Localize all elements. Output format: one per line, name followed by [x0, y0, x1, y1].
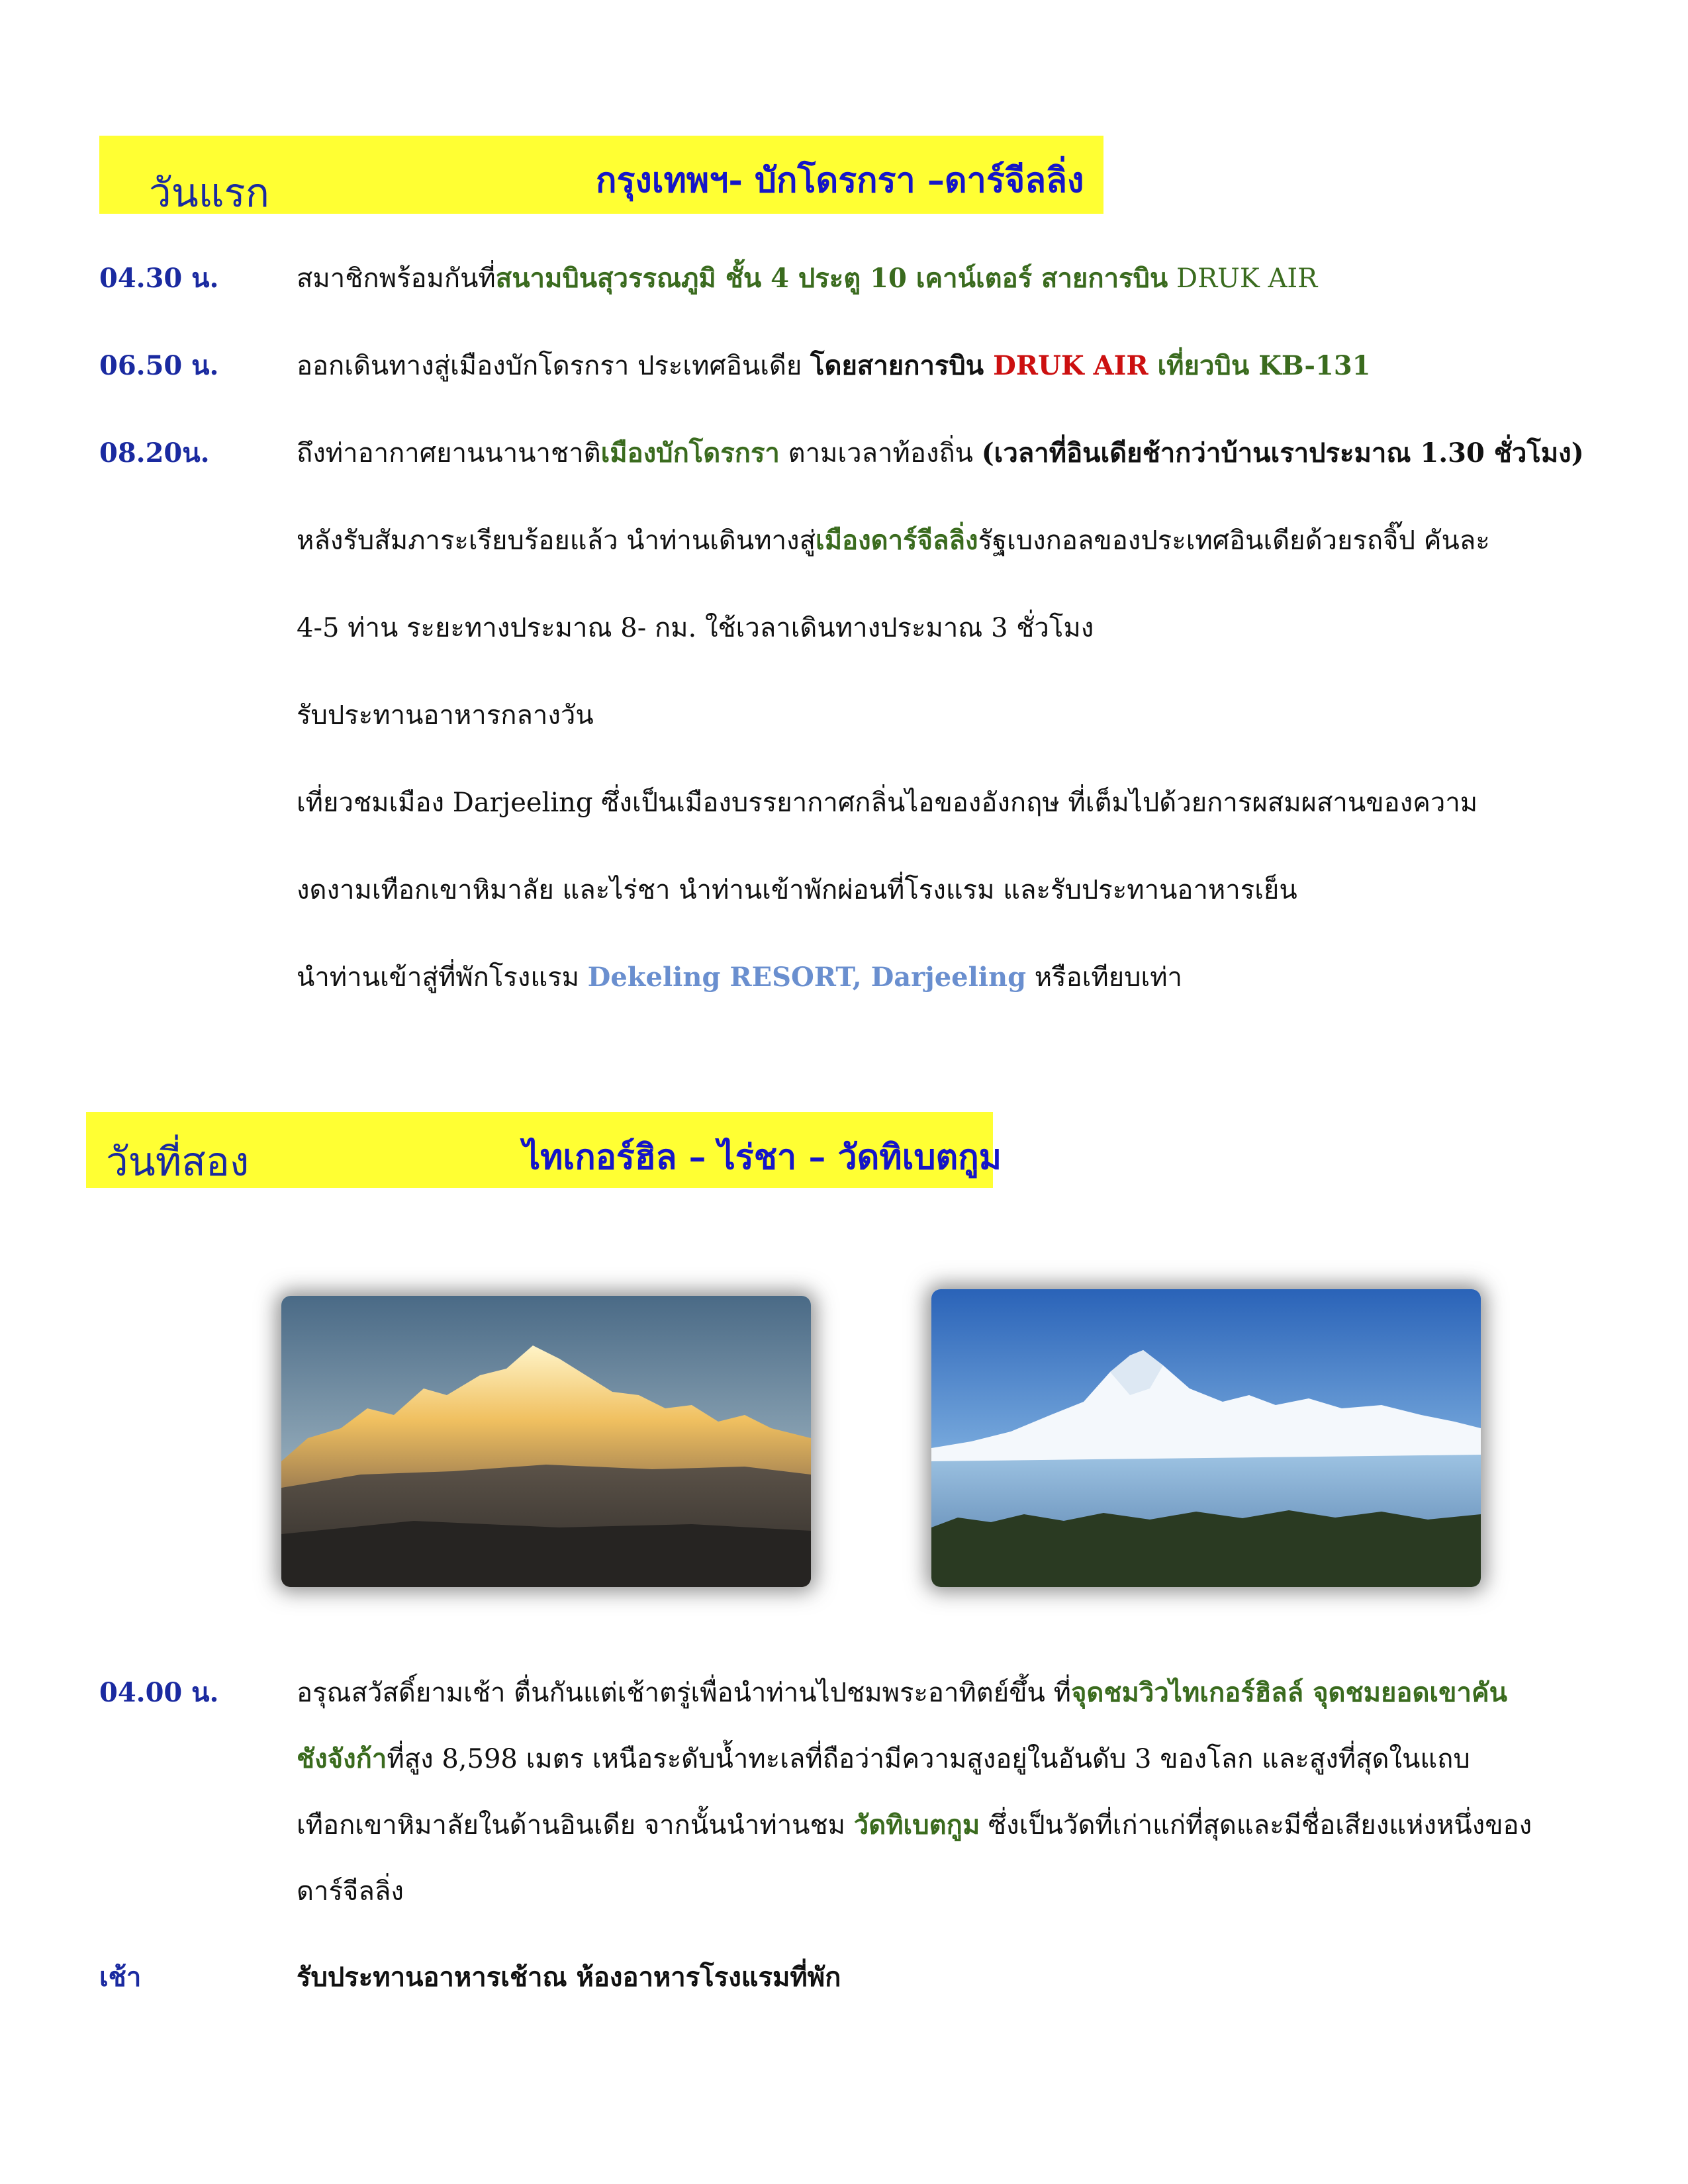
day2-row-1-line-1: [297, 1671, 1507, 1713]
day1-time-2: 06.50 น.: [99, 350, 219, 381]
text-run: สนามบินสุวรรณภูมิ ชั้น 4 ประตู 10 เคาน์เตอร์ สายการบิน: [495, 263, 1168, 294]
text-run: เที่ยวชมเมือง Darjeeling ซึ่งเป็นเมืองบรรยากาศกลิ่นไอของอังกฤษ ที่เต็มไปด้วยการผสมผสานของความ: [297, 788, 1478, 818]
day2-time-1: 04.00 น.: [99, 1677, 219, 1708]
snow-peak-photo: [931, 1289, 1481, 1587]
sunrise-mountain-svg: [281, 1296, 811, 1587]
text-run: ถึงท่าอากาศยานนานาชาติ: [297, 438, 601, 469]
text-run: จุดชมวิวไทเกอร์ฮิลล์ จุดชมยอดเขาคัน: [1070, 1677, 1508, 1708]
day2-label: วันที่สอง: [106, 1139, 250, 1185]
day1-time-1: 04.30 น.: [99, 263, 219, 294]
day1-line-4: [297, 781, 1477, 823]
day1-line-3: [297, 694, 594, 736]
day1-row-2-text: [297, 344, 1371, 387]
text-run: หรือเทียบเท่า: [1026, 962, 1183, 993]
day1-line-2: [297, 606, 1094, 649]
day1-label: วันแรก: [149, 170, 269, 216]
text-run: เทือกเขาหิมาลัยในด้านอินเดีย จากนั้นนำท่านชม: [297, 1810, 854, 1841]
day1-row-1-text: [297, 257, 1317, 299]
text-run: เมืองบักโดรกรา: [600, 437, 780, 469]
day1-row-3-text: [297, 432, 1584, 474]
text-run: ซึ่งเป็นวัดที่เก่าแก่ที่สุดและมีชื่อเสียงแห่งหนึ่งของ: [980, 1810, 1532, 1841]
day1-line-6: [297, 956, 1182, 998]
day1-time-3: 08.20น.: [99, 437, 210, 469]
text-run: Dekeling RESORT, Darjeeling: [587, 962, 1027, 993]
text-run: หลังรับสัมภาระเรียบร้อยแล้ว นำท่านเดินทางสู่: [297, 525, 816, 556]
text-run: ชังจังก้า: [297, 1743, 387, 1774]
day2-row-2-line-1: [297, 1956, 841, 1998]
day2-row-1-line-3: [297, 1803, 1532, 1846]
text-run: นำท่านเข้าสู่ที่พักโรงแรม: [297, 962, 588, 993]
day1-line-1: [297, 519, 1490, 561]
day2-row-1-line-2: [297, 1737, 1470, 1780]
text-run: วัดทิเบตกูม: [853, 1809, 980, 1841]
text-run: งดงามเทือกเขาหิมาลัย และไร่ชา นำท่านเข้าพักผ่อนที่โรงแรม และรับประทานอาหารเย็น: [297, 875, 1297, 905]
text-run: รัฐเบงกอลของประเทศอินเดียด้วยรถจิ๊ป คันละ: [978, 525, 1490, 556]
text-run: (เวลาที่อินเดียช้ากว่าบ้านเราประมาณ 1.30 ชั่วโมง): [981, 437, 1584, 469]
text-run: สมาชิกพร้อมกันที่: [297, 263, 496, 294]
day2-row-1-line-4: [297, 1870, 404, 1912]
text-run: ที่สูง 8,598 เมตร เหนือระดับน้ำทะเลที่ถือว่ามีความสูงอยู่ในอันดับ 3 ของโลก และสูงที่สุดในแถบ: [387, 1744, 1470, 1774]
text-run: 4-5 ท่าน ระยะทางประมาณ 8- กม. ใช้เวลาเดินทางประมาณ 3 ชั่วโมง: [297, 613, 1094, 643]
day2-title: ไทเกอร์ฮิล – ไร่ชา – วัดทิเบตกูม: [523, 1137, 1002, 1177]
text-run: DRUK AIR: [1168, 263, 1318, 294]
text-run: อรุณสวัสดิ์ยามเช้า ตื่นกันแต่เช้าตรู่เพื่อนำท่านไปชมพระอาทิตย์ขึ้น ที่: [297, 1678, 1071, 1708]
text-run: ตามเวลาท้องถิ่น: [779, 438, 982, 469]
text-run: เมืองดาร์จีลลิ่ง: [816, 525, 978, 556]
text-run: โดยสายการบิน: [810, 350, 994, 381]
day2-time-2: เช้า: [99, 1962, 142, 1993]
text-run: ออกเดินทางสู่เมืองบักโดรกรา ประเทศอินเดีย: [297, 351, 811, 381]
sunrise-mountain-photo: [281, 1296, 811, 1587]
text-run: รับประทานอาหารกลางวัน: [297, 700, 594, 731]
day1-title: กรุงเทพฯ- บักโดรกรา –ดาร์จีลลิ่ง: [596, 160, 1084, 201]
text-run: DRUK AIR: [993, 350, 1149, 381]
day1-line-5: [297, 868, 1297, 911]
text-run: รับประทานอาหารเช้าณ ห้องอาหารโรงแรมที่พัก: [297, 1962, 841, 1993]
snow-peak-svg: [931, 1289, 1481, 1587]
text-run: เที่ยวบิน KB-131: [1148, 350, 1371, 381]
text-run: ดาร์จีลลิ่ง: [297, 1876, 404, 1907]
